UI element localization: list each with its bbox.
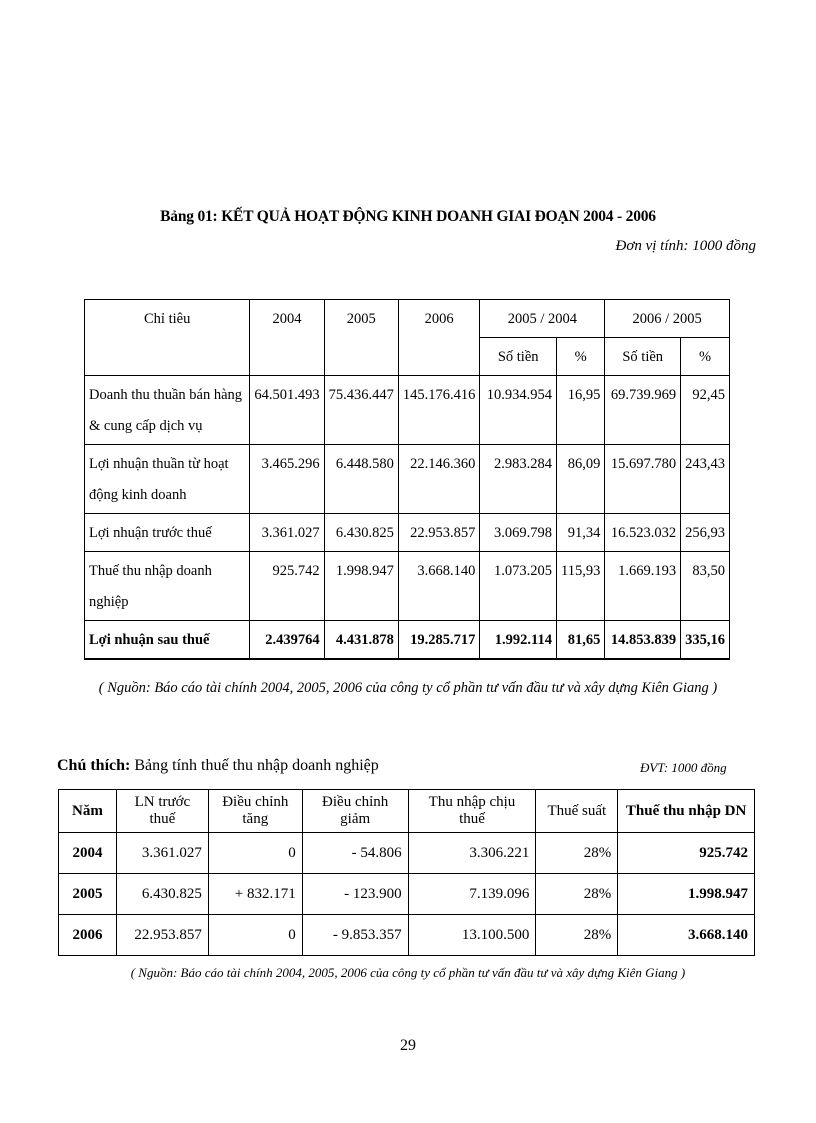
cell: 1.998.947 bbox=[324, 552, 398, 621]
header-decrease-adjust: Điều chỉnh giảm bbox=[302, 790, 408, 833]
cell: 15.697.780 bbox=[605, 445, 681, 514]
cell: 3.465.296 bbox=[250, 445, 324, 514]
cell: - 54.806 bbox=[302, 833, 408, 874]
cell: 1.998.947 bbox=[618, 874, 755, 915]
page-number: 29 bbox=[400, 1037, 416, 1054]
cell: 28% bbox=[536, 833, 618, 874]
cell: + 832.171 bbox=[208, 874, 302, 915]
table-header-row bbox=[59, 790, 755, 833]
cell: 0 bbox=[208, 833, 302, 874]
cell: - 123.900 bbox=[302, 874, 408, 915]
subheader-percent: % bbox=[556, 338, 604, 376]
note-caption bbox=[57, 757, 379, 775]
table-total-row bbox=[85, 621, 730, 660]
cell: 335,16 bbox=[681, 621, 730, 660]
cell: 75.436.447 bbox=[324, 376, 398, 445]
table-row bbox=[85, 514, 730, 552]
cell-year: 2006 bbox=[59, 915, 117, 956]
table-row bbox=[59, 915, 755, 956]
cell: 3.668.140 bbox=[618, 915, 755, 956]
cell: 243,43 bbox=[681, 445, 730, 514]
cell: 925.742 bbox=[250, 552, 324, 621]
cell: 7.139.096 bbox=[408, 874, 536, 915]
cell: 69.739.969 bbox=[605, 376, 681, 445]
cell: 4.431.878 bbox=[324, 621, 398, 660]
table1-title: Bảng 01: KẾT QUẢ HOẠT ĐỘNG KINH DOANH GIAI ĐOẠN 2004 - 2006 bbox=[160, 208, 656, 225]
cell: 3.361.027 bbox=[250, 514, 324, 552]
header-2004: 2004 bbox=[250, 300, 324, 376]
table-row bbox=[85, 552, 730, 621]
header-pretax-profit: LN trước thuế bbox=[116, 790, 208, 833]
cell: 3.069.798 bbox=[480, 514, 557, 552]
cell: 3.361.027 bbox=[116, 833, 208, 874]
cell: 13.100.500 bbox=[408, 915, 536, 956]
cell: 16,95 bbox=[556, 376, 604, 445]
cell: 16.523.032 bbox=[605, 514, 681, 552]
cell: 256,93 bbox=[681, 514, 730, 552]
cell: 86,09 bbox=[556, 445, 604, 514]
source-note: ( Nguồn: Báo cáo tài chính 2004, 2005, 2006 của công ty cổ phần tư vấn đầu tư và xây dựng Kiên Giang ) bbox=[98, 680, 718, 696]
subheader-amount: Số tiền bbox=[480, 338, 557, 376]
cell: 22.953.857 bbox=[398, 514, 480, 552]
cell: 1.073.205 bbox=[480, 552, 557, 621]
row-label: Lợi nhuận sau thuế bbox=[85, 621, 250, 660]
cell: 3.668.140 bbox=[398, 552, 480, 621]
cell: 115,93 bbox=[556, 552, 604, 621]
business-results-table bbox=[84, 299, 730, 660]
header-increase-adjust: Điều chỉnh tăng bbox=[208, 790, 302, 833]
header-2006: 2006 bbox=[398, 300, 480, 376]
cell: 2.983.284 bbox=[480, 445, 557, 514]
cell: 0 bbox=[208, 915, 302, 956]
cell: 22.953.857 bbox=[116, 915, 208, 956]
note-label: Chú thích: bbox=[57, 757, 131, 774]
table-row bbox=[59, 874, 755, 915]
header-year: Năm bbox=[59, 790, 117, 833]
table-header-row bbox=[85, 300, 730, 338]
cell: 3.306.221 bbox=[408, 833, 536, 874]
header-tax-rate: Thuế suất bbox=[536, 790, 618, 833]
cell: 64.501.493 bbox=[250, 376, 324, 445]
header-taxable-income: Thu nhập chịu thuế bbox=[408, 790, 536, 833]
header-corporate-tax: Thuế thu nhập DN bbox=[618, 790, 755, 833]
cell: 19.285.717 bbox=[398, 621, 480, 660]
cell: - 9.853.357 bbox=[302, 915, 408, 956]
cell: 145.176.416 bbox=[398, 376, 480, 445]
cell: 1.992.114 bbox=[480, 621, 557, 660]
table-row bbox=[85, 445, 730, 514]
cell: 92,45 bbox=[681, 376, 730, 445]
cell: 28% bbox=[536, 915, 618, 956]
row-label: Lợi nhuận thuần từ hoạt động kinh doanh bbox=[85, 445, 250, 514]
cell-year: 2005 bbox=[59, 874, 117, 915]
row-label: Doanh thu thuần bán hàng & cung cấp dịch vụ bbox=[85, 376, 250, 445]
unit-label: Đơn vị tính: 1000 đồng bbox=[615, 238, 756, 254]
cell: 10.934.954 bbox=[480, 376, 557, 445]
tax-calc-table bbox=[58, 789, 755, 956]
subheader-percent: % bbox=[681, 338, 730, 376]
table-row bbox=[59, 833, 755, 874]
row-label: Lợi nhuận trước thuế bbox=[85, 514, 250, 552]
cell: 2.439764 bbox=[250, 621, 324, 660]
cell: 91,34 bbox=[556, 514, 604, 552]
cell: 6.430.825 bbox=[324, 514, 398, 552]
cell: 925.742 bbox=[618, 833, 755, 874]
cell: 14.853.839 bbox=[605, 621, 681, 660]
unit-label-2: ĐVT: 1000 đồng bbox=[640, 760, 727, 775]
header-2005-vs-2004: 2005 / 2004 bbox=[480, 300, 605, 338]
subheader-amount: Số tiền bbox=[605, 338, 681, 376]
header-indicator: Chỉ tiêu bbox=[85, 300, 250, 376]
cell: 6.430.825 bbox=[116, 874, 208, 915]
cell: 22.146.360 bbox=[398, 445, 480, 514]
cell: 81,65 bbox=[556, 621, 604, 660]
table-row bbox=[85, 376, 730, 445]
cell: 28% bbox=[536, 874, 618, 915]
cell-year: 2004 bbox=[59, 833, 117, 874]
row-label: Thuế thu nhập doanh nghiệp bbox=[85, 552, 250, 621]
header-2005: 2005 bbox=[324, 300, 398, 376]
cell: 1.669.193 bbox=[605, 552, 681, 621]
note-text: Bảng tính thuế thu nhập doanh nghiệp bbox=[130, 757, 379, 774]
header-2006-vs-2005: 2006 / 2005 bbox=[605, 300, 730, 338]
source-note-2: ( Nguồn: Báo cáo tài chính 2004, 2005, 2006 của công ty cổ phần tư vấn đầu tư và xây dựng Kiên Giang ) bbox=[130, 965, 686, 980]
cell: 6.448.580 bbox=[324, 445, 398, 514]
cell: 83,50 bbox=[681, 552, 730, 621]
